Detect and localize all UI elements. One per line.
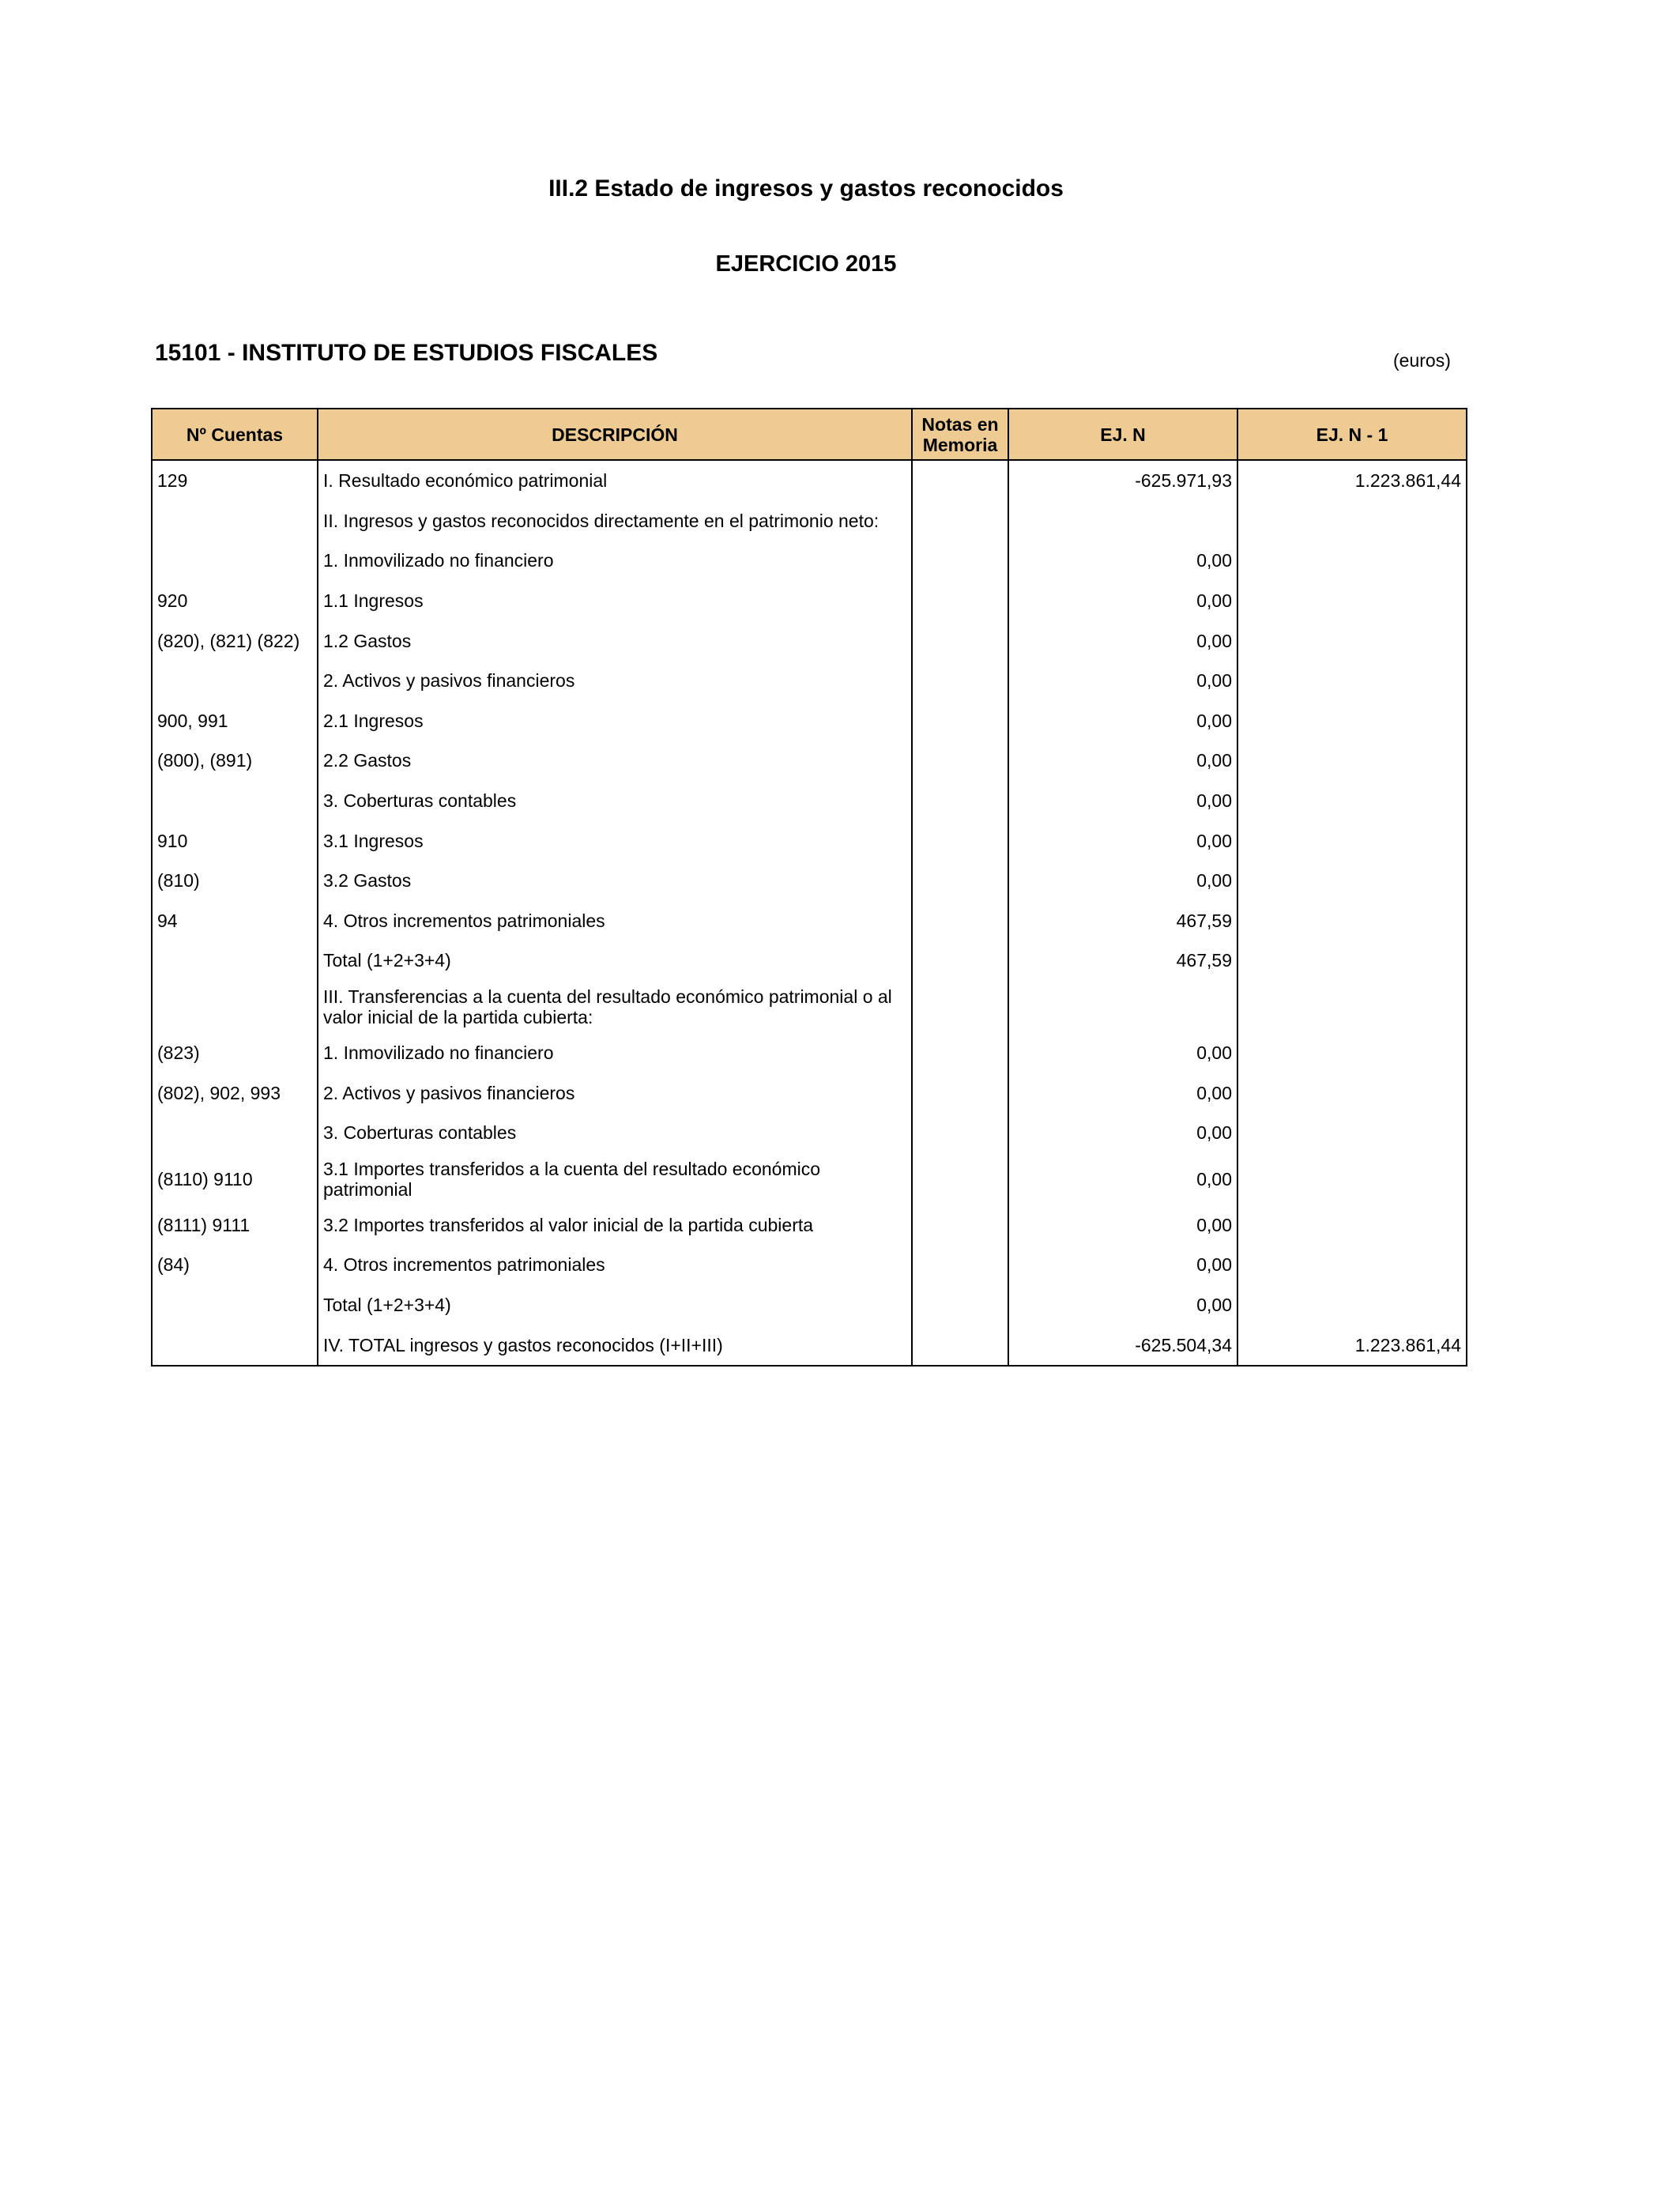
prior-year-cell <box>1237 861 1467 901</box>
account-codes-cell: (810) <box>152 861 318 901</box>
column-header: EJ. N <box>1008 409 1237 460</box>
description-cell: I. Resultado económico patrimonial <box>318 460 912 501</box>
current-year-cell: 0,00 <box>1008 1113 1237 1153</box>
current-year-cell: 0,00 <box>1008 541 1237 581</box>
description-cell: 1. Inmovilizado no financiero <box>318 1033 912 1073</box>
account-codes-cell: (84) <box>152 1245 318 1285</box>
account-codes-cell <box>152 981 318 1033</box>
notes-cell <box>912 1285 1008 1325</box>
table-row <box>152 1072 1467 1113</box>
current-year-cell: 0,00 <box>1008 701 1237 741</box>
description-cell: 2. Activos y pasivos financieros <box>318 661 912 701</box>
prior-year-cell <box>1237 661 1467 701</box>
prior-year-cell <box>1237 941 1467 981</box>
currency-units: (euros) <box>1393 350 1451 371</box>
notes-cell <box>912 620 1008 661</box>
table-row <box>152 460 1467 501</box>
account-codes-cell: 920 <box>152 581 318 621</box>
notes-cell <box>912 901 1008 941</box>
description-cell: 1.1 Ingresos <box>318 581 912 621</box>
current-year-cell: 0,00 <box>1008 1245 1237 1285</box>
column-header: EJ. N - 1 <box>1237 409 1467 460</box>
table-row <box>152 1153 1467 1205</box>
column-header: Nº Cuentas <box>152 409 318 460</box>
account-codes-cell: (820), (821) (822) <box>152 620 318 661</box>
report-title: III.2 Estado de ingresos y gastos reconocidos <box>548 175 1064 202</box>
description-cell: 1. Inmovilizado no financiero <box>318 541 912 581</box>
account-codes-cell: (823) <box>152 1033 318 1073</box>
notes-cell <box>912 1113 1008 1153</box>
fiscal-year: EJERCICIO 2015 <box>715 251 897 277</box>
notes-cell <box>912 501 1008 541</box>
notes-cell <box>912 581 1008 621</box>
current-year-cell: 0,00 <box>1008 1072 1237 1113</box>
table-row <box>152 781 1467 821</box>
account-codes-cell: 910 <box>152 820 318 861</box>
notes-cell <box>912 460 1008 501</box>
description-cell: 3.1 Ingresos <box>318 820 912 861</box>
prior-year-cell <box>1237 781 1467 821</box>
description-cell: 3.2 Importes transferidos al valor inicial de la partida cubierta <box>318 1205 912 1246</box>
account-codes-cell: (802), 902, 993 <box>152 1072 318 1113</box>
description-cell: III. Transferencias a la cuenta del resultado económico patrimonial o al valor inicial de la partida cubierta: <box>318 981 912 1033</box>
prior-year-cell <box>1237 701 1467 741</box>
description-cell: 3. Coberturas contables <box>318 781 912 821</box>
table-row <box>152 1245 1467 1285</box>
current-year-cell: 0,00 <box>1008 741 1237 781</box>
description-cell: 1.2 Gastos <box>318 620 912 661</box>
prior-year-cell <box>1237 541 1467 581</box>
current-year-cell: 0,00 <box>1008 1033 1237 1073</box>
description-cell: 2.2 Gastos <box>318 741 912 781</box>
current-year-cell: 0,00 <box>1008 1205 1237 1246</box>
current-year-cell: 467,59 <box>1008 941 1237 981</box>
account-codes-cell: (8111) 9111 <box>152 1205 318 1246</box>
description-cell: 4. Otros incrementos patrimoniales <box>318 1245 912 1285</box>
prior-year-cell <box>1237 1113 1467 1153</box>
account-codes-cell <box>152 781 318 821</box>
notes-cell <box>912 661 1008 701</box>
notes-cell <box>912 781 1008 821</box>
description-cell: Total (1+2+3+4) <box>318 1285 912 1325</box>
current-year-cell: 0,00 <box>1008 661 1237 701</box>
income-expense-table <box>151 408 1467 1367</box>
account-codes-cell <box>152 1285 318 1325</box>
table-row <box>152 901 1467 941</box>
table-header-row <box>152 409 1467 460</box>
table-row <box>152 1285 1467 1325</box>
table-body <box>152 460 1467 1366</box>
notes-cell <box>912 1153 1008 1205</box>
notes-cell <box>912 701 1008 741</box>
table-row <box>152 820 1467 861</box>
prior-year-cell <box>1237 1285 1467 1325</box>
prior-year-cell <box>1237 1033 1467 1073</box>
description-cell: 3.1 Importes transferidos a la cuenta del resultado económico patrimonial <box>318 1153 912 1205</box>
current-year-cell: 0,00 <box>1008 781 1237 821</box>
account-codes-cell <box>152 661 318 701</box>
prior-year-cell: 1.223.861,44 <box>1237 1325 1467 1366</box>
description-cell: Total (1+2+3+4) <box>318 941 912 981</box>
prior-year-cell <box>1237 1205 1467 1246</box>
column-header: DESCRIPCIÓN <box>318 409 912 460</box>
current-year-cell: 0,00 <box>1008 861 1237 901</box>
table-row <box>152 741 1467 781</box>
prior-year-cell <box>1237 581 1467 621</box>
notes-cell <box>912 1325 1008 1366</box>
account-codes-cell <box>152 1325 318 1366</box>
notes-cell <box>912 541 1008 581</box>
current-year-cell: 0,00 <box>1008 1285 1237 1325</box>
prior-year-cell <box>1237 501 1467 541</box>
notes-cell <box>912 1033 1008 1073</box>
notes-cell <box>912 1072 1008 1113</box>
current-year-cell <box>1008 501 1237 541</box>
entity-name: 15101 - INSTITUTO DE ESTUDIOS FISCALES <box>155 340 658 366</box>
account-codes-cell <box>152 941 318 981</box>
prior-year-cell <box>1237 741 1467 781</box>
column-header: Notas en Memoria <box>912 409 1008 460</box>
notes-cell <box>912 741 1008 781</box>
prior-year-cell <box>1237 981 1467 1033</box>
description-cell: 4. Otros incrementos patrimoniales <box>318 901 912 941</box>
description-cell: 2. Activos y pasivos financieros <box>318 1072 912 1113</box>
prior-year-cell <box>1237 620 1467 661</box>
table-row <box>152 541 1467 581</box>
account-codes-cell: (8110) 9110 <box>152 1153 318 1205</box>
account-codes-cell: 129 <box>152 460 318 501</box>
table-row <box>152 581 1467 621</box>
current-year-cell: 0,00 <box>1008 1153 1237 1205</box>
current-year-cell: 467,59 <box>1008 901 1237 941</box>
current-year-cell: -625.504,34 <box>1008 1325 1237 1366</box>
table-row <box>152 1033 1467 1073</box>
table-row <box>152 981 1467 1033</box>
description-cell: II. Ingresos y gastos reconocidos directamente en el patrimonio neto: <box>318 501 912 541</box>
notes-cell <box>912 820 1008 861</box>
table-row <box>152 861 1467 901</box>
table-row <box>152 661 1467 701</box>
prior-year-cell: 1.223.861,44 <box>1237 460 1467 501</box>
notes-cell <box>912 1245 1008 1285</box>
account-codes-cell <box>152 501 318 541</box>
table-row <box>152 941 1467 981</box>
current-year-cell: 0,00 <box>1008 581 1237 621</box>
description-cell: 2.1 Ingresos <box>318 701 912 741</box>
table-row <box>152 620 1467 661</box>
current-year-cell <box>1008 981 1237 1033</box>
prior-year-cell <box>1237 820 1467 861</box>
prior-year-cell <box>1237 1245 1467 1285</box>
description-cell: IV. TOTAL ingresos y gastos reconocidos (I+II+III) <box>318 1325 912 1366</box>
account-codes-cell <box>152 1113 318 1153</box>
account-codes-cell: (800), (891) <box>152 741 318 781</box>
notes-cell <box>912 941 1008 981</box>
account-codes-cell: 94 <box>152 901 318 941</box>
table-row <box>152 701 1467 741</box>
notes-cell <box>912 981 1008 1033</box>
prior-year-cell <box>1237 1072 1467 1113</box>
prior-year-cell <box>1237 901 1467 941</box>
current-year-cell: 0,00 <box>1008 620 1237 661</box>
account-codes-cell <box>152 541 318 581</box>
account-codes-cell: 900, 991 <box>152 701 318 741</box>
prior-year-cell <box>1237 1153 1467 1205</box>
description-cell: 3.2 Gastos <box>318 861 912 901</box>
current-year-cell: 0,00 <box>1008 820 1237 861</box>
description-cell: 3. Coberturas contables <box>318 1113 912 1153</box>
table-row <box>152 501 1467 541</box>
table-row <box>152 1205 1467 1246</box>
notes-cell <box>912 861 1008 901</box>
notes-cell <box>912 1205 1008 1246</box>
table-row <box>152 1325 1467 1366</box>
current-year-cell: -625.971,93 <box>1008 460 1237 501</box>
table-row <box>152 1113 1467 1153</box>
